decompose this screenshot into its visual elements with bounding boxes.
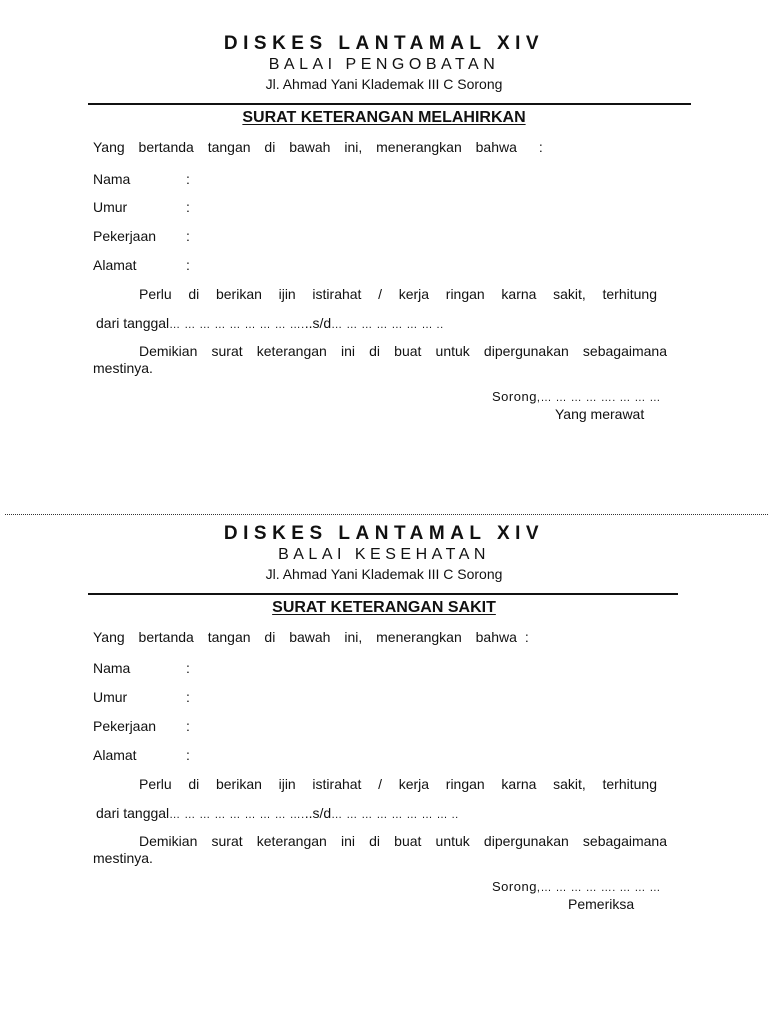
field-label: Nama [93, 660, 131, 676]
unit-name: BALAI KESEHATAN [278, 546, 490, 563]
field-label: Alamat [93, 747, 137, 763]
field-alamat [93, 257, 190, 273]
field-label: Pekerjaan [93, 718, 157, 734]
closing-statement [93, 343, 667, 377]
date-range-line [96, 805, 459, 821]
field-nama [93, 171, 190, 187]
field-label: Umur [93, 689, 128, 705]
closing-line-2: mestinya. [93, 360, 153, 376]
leave-statement: Perlu di berikan ijin istirahat / kerja ringan karna sakit, terhitung [139, 776, 657, 792]
closing-line-1: Demikian surat keterangan ini di buat untuk dipergunakan sebagaimana [139, 833, 667, 849]
field-colon: : [186, 257, 190, 273]
date-prefix: dari tanggal [96, 315, 170, 331]
intro-statement [93, 629, 529, 645]
signer-title: Pemeriksa [568, 896, 635, 912]
closing-line-2: mestinya. [93, 850, 153, 866]
date-prefix: dari tanggal [96, 805, 170, 821]
field-colon: : [186, 660, 190, 676]
field-umur [93, 689, 190, 705]
unit-name: BALAI PENGOBATAN [268, 56, 500, 73]
field-colon: : [186, 228, 190, 244]
date-blank: ,… … … … …. … … … [536, 882, 661, 894]
place-date-line [492, 879, 661, 894]
field-nama [93, 660, 190, 676]
place: Sorong [492, 389, 537, 404]
field-label: Nama [93, 171, 131, 187]
field-colon: : [186, 199, 190, 215]
header-divider [88, 103, 691, 105]
field-pekerjaan [93, 718, 190, 734]
place-date-line [492, 389, 661, 404]
place: Sorong [492, 879, 537, 894]
document-title: SURAT KETERANGAN SAKIT [272, 599, 496, 616]
cut-line-divider [5, 514, 768, 515]
intro-colon: : [538, 139, 543, 155]
org-name: DISKES LANTAMAL XIV [223, 33, 545, 54]
field-colon: : [186, 718, 190, 734]
address: Jl. Ahmad Yani Klademak III C Sorong [265, 566, 503, 582]
field-colon: : [186, 747, 190, 763]
document-title: SURAT KETERANGAN MELAHIRKAN [242, 109, 526, 126]
field-label: Alamat [93, 257, 137, 273]
field-umur [93, 199, 190, 215]
date-start-blank: … … … … … … … … …. [169, 809, 305, 821]
intro-text: Yang bertanda tangan di bawah ini, menerangkan bahwa [93, 139, 517, 155]
leave-statement: Perlu di berikan ijin istirahat / kerja ringan karna sakit, terhitung [139, 286, 657, 302]
address: Jl. Ahmad Yani Klademak III C Sorong [265, 76, 503, 92]
field-colon: : [186, 689, 190, 705]
header-divider [88, 593, 678, 595]
signer-title: Yang merawat [555, 406, 645, 422]
field-label: Pekerjaan [93, 228, 157, 244]
field-alamat [93, 747, 190, 763]
closing-statement [93, 833, 667, 867]
date-separator: ..s/d [304, 315, 332, 331]
date-end-blank: … … … … … … … .. [331, 319, 444, 331]
field-colon: : [186, 171, 190, 187]
date-blank: ,… … … … …. … … … [536, 392, 661, 404]
org-name: DISKES LANTAMAL XIV [223, 523, 545, 544]
intro-text: Yang bertanda tangan di bawah ini, menerangkan bahwa [93, 629, 517, 645]
closing-line-1: Demikian surat keterangan ini di buat untuk dipergunakan sebagaimana [139, 343, 667, 359]
field-pekerjaan [93, 228, 190, 244]
date-start-blank: … … … … … … … … …. [169, 319, 305, 331]
field-label: Umur [93, 199, 128, 215]
date-range-line [96, 315, 444, 331]
intro-statement [93, 139, 543, 155]
date-end-blank: … … … … … … … … .. [331, 809, 459, 821]
date-separator: ..s/d [304, 805, 332, 821]
intro-colon: : [524, 629, 529, 645]
